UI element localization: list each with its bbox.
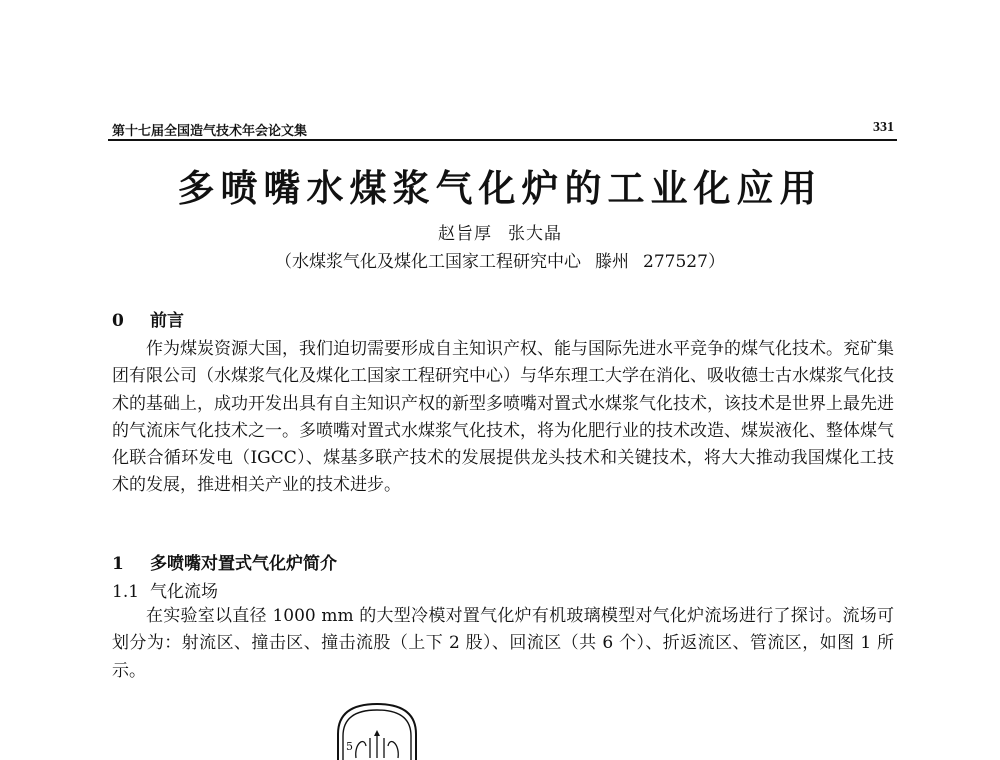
author-name: 张大晶 [508, 224, 562, 244]
flow-arrowhead [374, 730, 380, 736]
figure-zone-label: 5 [346, 740, 353, 753]
gasifier-flow-figure [330, 700, 424, 760]
affiliation [0, 247, 1000, 272]
conference-name: 第十七届全国造气技术年会论文集 [112, 124, 308, 139]
affiliation-city: 滕州 [595, 252, 630, 272]
subsection-title: 气化流场 [150, 582, 218, 602]
paper-title: 多喷嘴水煤浆气化炉的工业化应用 [177, 166, 823, 210]
author-list [0, 219, 1000, 244]
recirculation-arrow [388, 742, 398, 758]
section-number: 0 [112, 311, 124, 331]
subsection-heading [112, 577, 218, 602]
page-number: 331 [873, 120, 894, 135]
body-paragraph: 作为煤炭资源大国，我们迫切需要形成自主知识产权、能与国际先进水平竞争的煤气化技术。兖矿集团有限公司（水煤浆气化及煤化工国家工程研究中心）与华东理工大学在消化、吸收德士古水煤浆气化技术的基础上，成功开发出具有自主知识产权的新型多喷嘴对置式水煤浆气化技术，该技术是世界上最先进的气流床气化技术之一。多喷嘴对置式水煤浆气化技术，将为化肥行业的技术改造、煤炭液化、整体煤气化联合循环发电（IGCC）、煤基多联产技术的发展提供龙头技术和关键技术，将大大推动我国煤化工技术的发展，推进相关产业的技术进步。 [112, 339, 894, 496]
section-title: 前言 [150, 311, 184, 331]
affiliation-postcode: 277527） [643, 252, 725, 272]
affiliation-org: （水煤浆气化及煤化工国家工程研究中心 [275, 252, 582, 272]
recirculation-arrow [356, 742, 366, 758]
section-number: 1 [112, 554, 124, 574]
author-name: 赵旨厚 [438, 224, 492, 244]
header-rule [108, 139, 897, 141]
section-title: 多喷嘴对置式气化炉简介 [150, 554, 337, 574]
section-heading [112, 306, 184, 331]
section-heading [112, 549, 337, 574]
running-head [112, 116, 894, 140]
body-paragraph: 在实验室以直径 1000 mm 的大型冷模对置气化炉有机玻璃模型对气化炉流场进行了探讨。流场可划分为：射流区、撞击区、撞击流股（上下 2 股）、回流区（共 6 个）、折返流区、管流区，如图 1 所示。 [112, 606, 894, 681]
subsection-number: 1.1 [112, 582, 140, 602]
